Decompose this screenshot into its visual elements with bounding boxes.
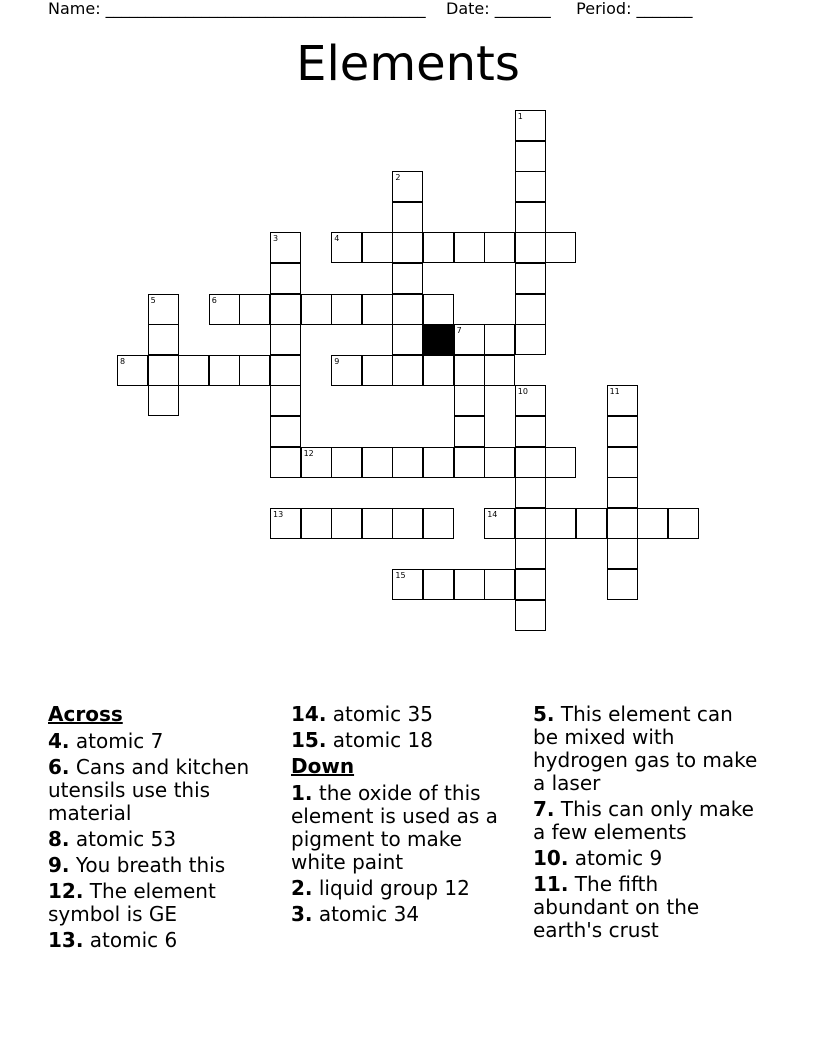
- grid-cell[interactable]: [209, 355, 240, 386]
- grid-cell[interactable]: [545, 508, 576, 539]
- grid-cell[interactable]: [270, 355, 301, 386]
- down-heading: Down: [291, 754, 355, 778]
- clue-number-label: 3: [273, 234, 279, 244]
- clue-number-label: 11: [609, 387, 620, 397]
- grid-cell[interactable]: [515, 294, 546, 325]
- grid-cell[interactable]: [484, 355, 515, 386]
- grid-cell[interactable]: [362, 355, 393, 386]
- across-heading: Across: [48, 702, 123, 726]
- grid-cell[interactable]: [515, 324, 546, 355]
- grid-cell[interactable]: [576, 508, 607, 539]
- grid-cell[interactable]: [301, 294, 332, 325]
- clue-number-label: 5: [150, 295, 156, 305]
- grid-cell[interactable]: [607, 385, 638, 416]
- grid-cell[interactable]: [607, 569, 638, 600]
- grid-cell[interactable]: [484, 324, 515, 355]
- grid-cell[interactable]: [515, 538, 546, 569]
- grid-cell[interactable]: [607, 538, 638, 569]
- grid-cell[interactable]: [392, 294, 423, 325]
- grid-cell[interactable]: [515, 171, 546, 202]
- grid-cell[interactable]: [545, 447, 576, 478]
- grid-cell[interactable]: [515, 141, 546, 172]
- grid-cell[interactable]: [392, 324, 423, 355]
- grid-cell[interactable]: [392, 355, 423, 386]
- clue-number-label: 12: [303, 448, 314, 458]
- grid-cell[interactable]: [148, 294, 179, 325]
- grid-cell[interactable]: [362, 508, 393, 539]
- clue-number-label: 6: [211, 295, 217, 305]
- grid-cell[interactable]: [423, 447, 454, 478]
- header-name-date-period: Name: ________________________________________ Date: _______ Period: _______: [48, 0, 693, 18]
- grid-cell[interactable]: [484, 447, 515, 478]
- grid-cell[interactable]: [454, 447, 485, 478]
- grid-cell[interactable]: [331, 232, 362, 263]
- grid-cell[interactable]: [545, 232, 576, 263]
- clue-down-7: 7. This can only make a few elements: [533, 797, 754, 844]
- grid-cell[interactable]: [148, 324, 179, 355]
- grid-cell[interactable]: [607, 447, 638, 478]
- grid-cell[interactable]: [270, 508, 301, 539]
- grid-cell[interactable]: [362, 447, 393, 478]
- grid-cell[interactable]: [209, 294, 240, 325]
- grid-cell[interactable]: [454, 324, 485, 355]
- grid-cell[interactable]: [270, 294, 301, 325]
- grid-cell[interactable]: [515, 110, 546, 141]
- clue-down-5: 5. This element can be mixed with hydrogen gas to make a laser: [533, 702, 758, 795]
- clue-across-8: 8. atomic 53: [48, 827, 177, 851]
- clue-across-15: 15. atomic 18: [291, 728, 433, 752]
- grid-cell[interactable]: [515, 202, 546, 233]
- grid-cell[interactable]: [270, 324, 301, 355]
- grid-cell[interactable]: [423, 569, 454, 600]
- grid-cell[interactable]: [331, 508, 362, 539]
- grid-cell[interactable]: [515, 232, 546, 263]
- grid-cell[interactable]: [515, 447, 546, 478]
- grid-cell[interactable]: [515, 385, 546, 416]
- grid-cell[interactable]: [392, 232, 423, 263]
- grid-cell[interactable]: [392, 263, 423, 294]
- clue-number-label: 14: [487, 509, 498, 519]
- grid-cell[interactable]: [392, 508, 423, 539]
- clues-column-2: [291, 703, 516, 929]
- grid-cell[interactable]: [270, 385, 301, 416]
- grid-cell[interactable]: [392, 202, 423, 233]
- clues-column-3: [533, 703, 758, 945]
- clue-number-label: 10: [517, 387, 528, 397]
- grid-cell[interactable]: [270, 263, 301, 294]
- grid-cell[interactable]: [239, 355, 270, 386]
- grid-cell[interactable]: [148, 385, 179, 416]
- grid-cell[interactable]: [392, 569, 423, 600]
- grid-cell[interactable]: [362, 232, 393, 263]
- grid-cell[interactable]: [484, 508, 515, 539]
- grid-cell[interactable]: [454, 232, 485, 263]
- grid-cell[interactable]: [117, 355, 148, 386]
- clue-down-11: 11. The fifth abundant on the earth's crust: [533, 872, 700, 942]
- clue-down-3: 3. atomic 34: [291, 902, 420, 926]
- grid-cell[interactable]: [454, 416, 485, 447]
- grid-cell[interactable]: [331, 355, 362, 386]
- grid-cell[interactable]: [392, 171, 423, 202]
- grid-cell[interactable]: [607, 477, 638, 508]
- grid-cell[interactable]: [515, 600, 546, 631]
- grid-cell[interactable]: [423, 355, 454, 386]
- grid-cell[interactable]: [423, 294, 454, 325]
- clue-number-label: 15: [395, 571, 406, 580]
- grid-cell[interactable]: [270, 447, 301, 478]
- clues-column-1: [48, 703, 273, 955]
- grid-cell[interactable]: [515, 263, 546, 294]
- clue-number-label: 2: [395, 173, 401, 183]
- grid-cell[interactable]: [331, 447, 362, 478]
- grid-cell[interactable]: [301, 508, 332, 539]
- clue-number-label: 4: [334, 234, 340, 244]
- grid-cell[interactable]: [637, 508, 668, 539]
- clue-number-label: 9: [334, 356, 340, 366]
- grid-cell[interactable]: [607, 416, 638, 447]
- grid-cell[interactable]: [484, 232, 515, 263]
- grid-blocked-cell: [423, 324, 454, 355]
- grid-cell[interactable]: [454, 569, 485, 600]
- grid-cell[interactable]: [148, 355, 179, 386]
- grid-cell[interactable]: [331, 294, 362, 325]
- grid-cell[interactable]: [454, 355, 485, 386]
- clue-number-label: 1: [517, 112, 523, 121]
- grid-cell[interactable]: [423, 232, 454, 263]
- grid-cell[interactable]: [515, 508, 546, 539]
- clue-across-4: 4. atomic 7: [48, 729, 164, 753]
- clue-across-12: 12. The element symbol is GE: [48, 879, 216, 926]
- grid-cell[interactable]: [515, 416, 546, 447]
- grid-cell[interactable]: [454, 385, 485, 416]
- grid-cell[interactable]: [239, 294, 270, 325]
- grid-cell[interactable]: [392, 447, 423, 478]
- grid-cell[interactable]: [270, 416, 301, 447]
- clue-down-1: 1. the oxide of this element is used as a pigment to make white paint: [291, 781, 498, 874]
- grid-cell[interactable]: [515, 477, 546, 508]
- clue-down-10: 10. atomic 9: [533, 846, 663, 870]
- grid-cell[interactable]: [178, 355, 209, 386]
- grid-cell[interactable]: [423, 508, 454, 539]
- grid-cell[interactable]: [270, 232, 301, 263]
- grid-cell[interactable]: [515, 569, 546, 600]
- clue-number-label: 8: [120, 356, 126, 366]
- grid-cell[interactable]: [607, 508, 638, 539]
- clue-across-14: 14. atomic 35: [291, 702, 433, 726]
- grid-cell[interactable]: [668, 508, 699, 539]
- clue-down-2: 2. liquid group 12: [291, 876, 470, 900]
- page-title: Elements: [296, 36, 520, 92]
- clue-number-label: 7: [456, 326, 462, 336]
- grid-cell[interactable]: [484, 569, 515, 600]
- clue-across-13: 13. atomic 6: [48, 928, 178, 952]
- clue-number-label: 13: [273, 509, 284, 519]
- clue-across-9: 9. You breath this: [48, 853, 226, 877]
- clue-across-6: 6. Cans and kitchen utensils use this material: [48, 755, 250, 825]
- grid-cell[interactable]: [301, 447, 332, 478]
- grid-cell[interactable]: [362, 294, 393, 325]
